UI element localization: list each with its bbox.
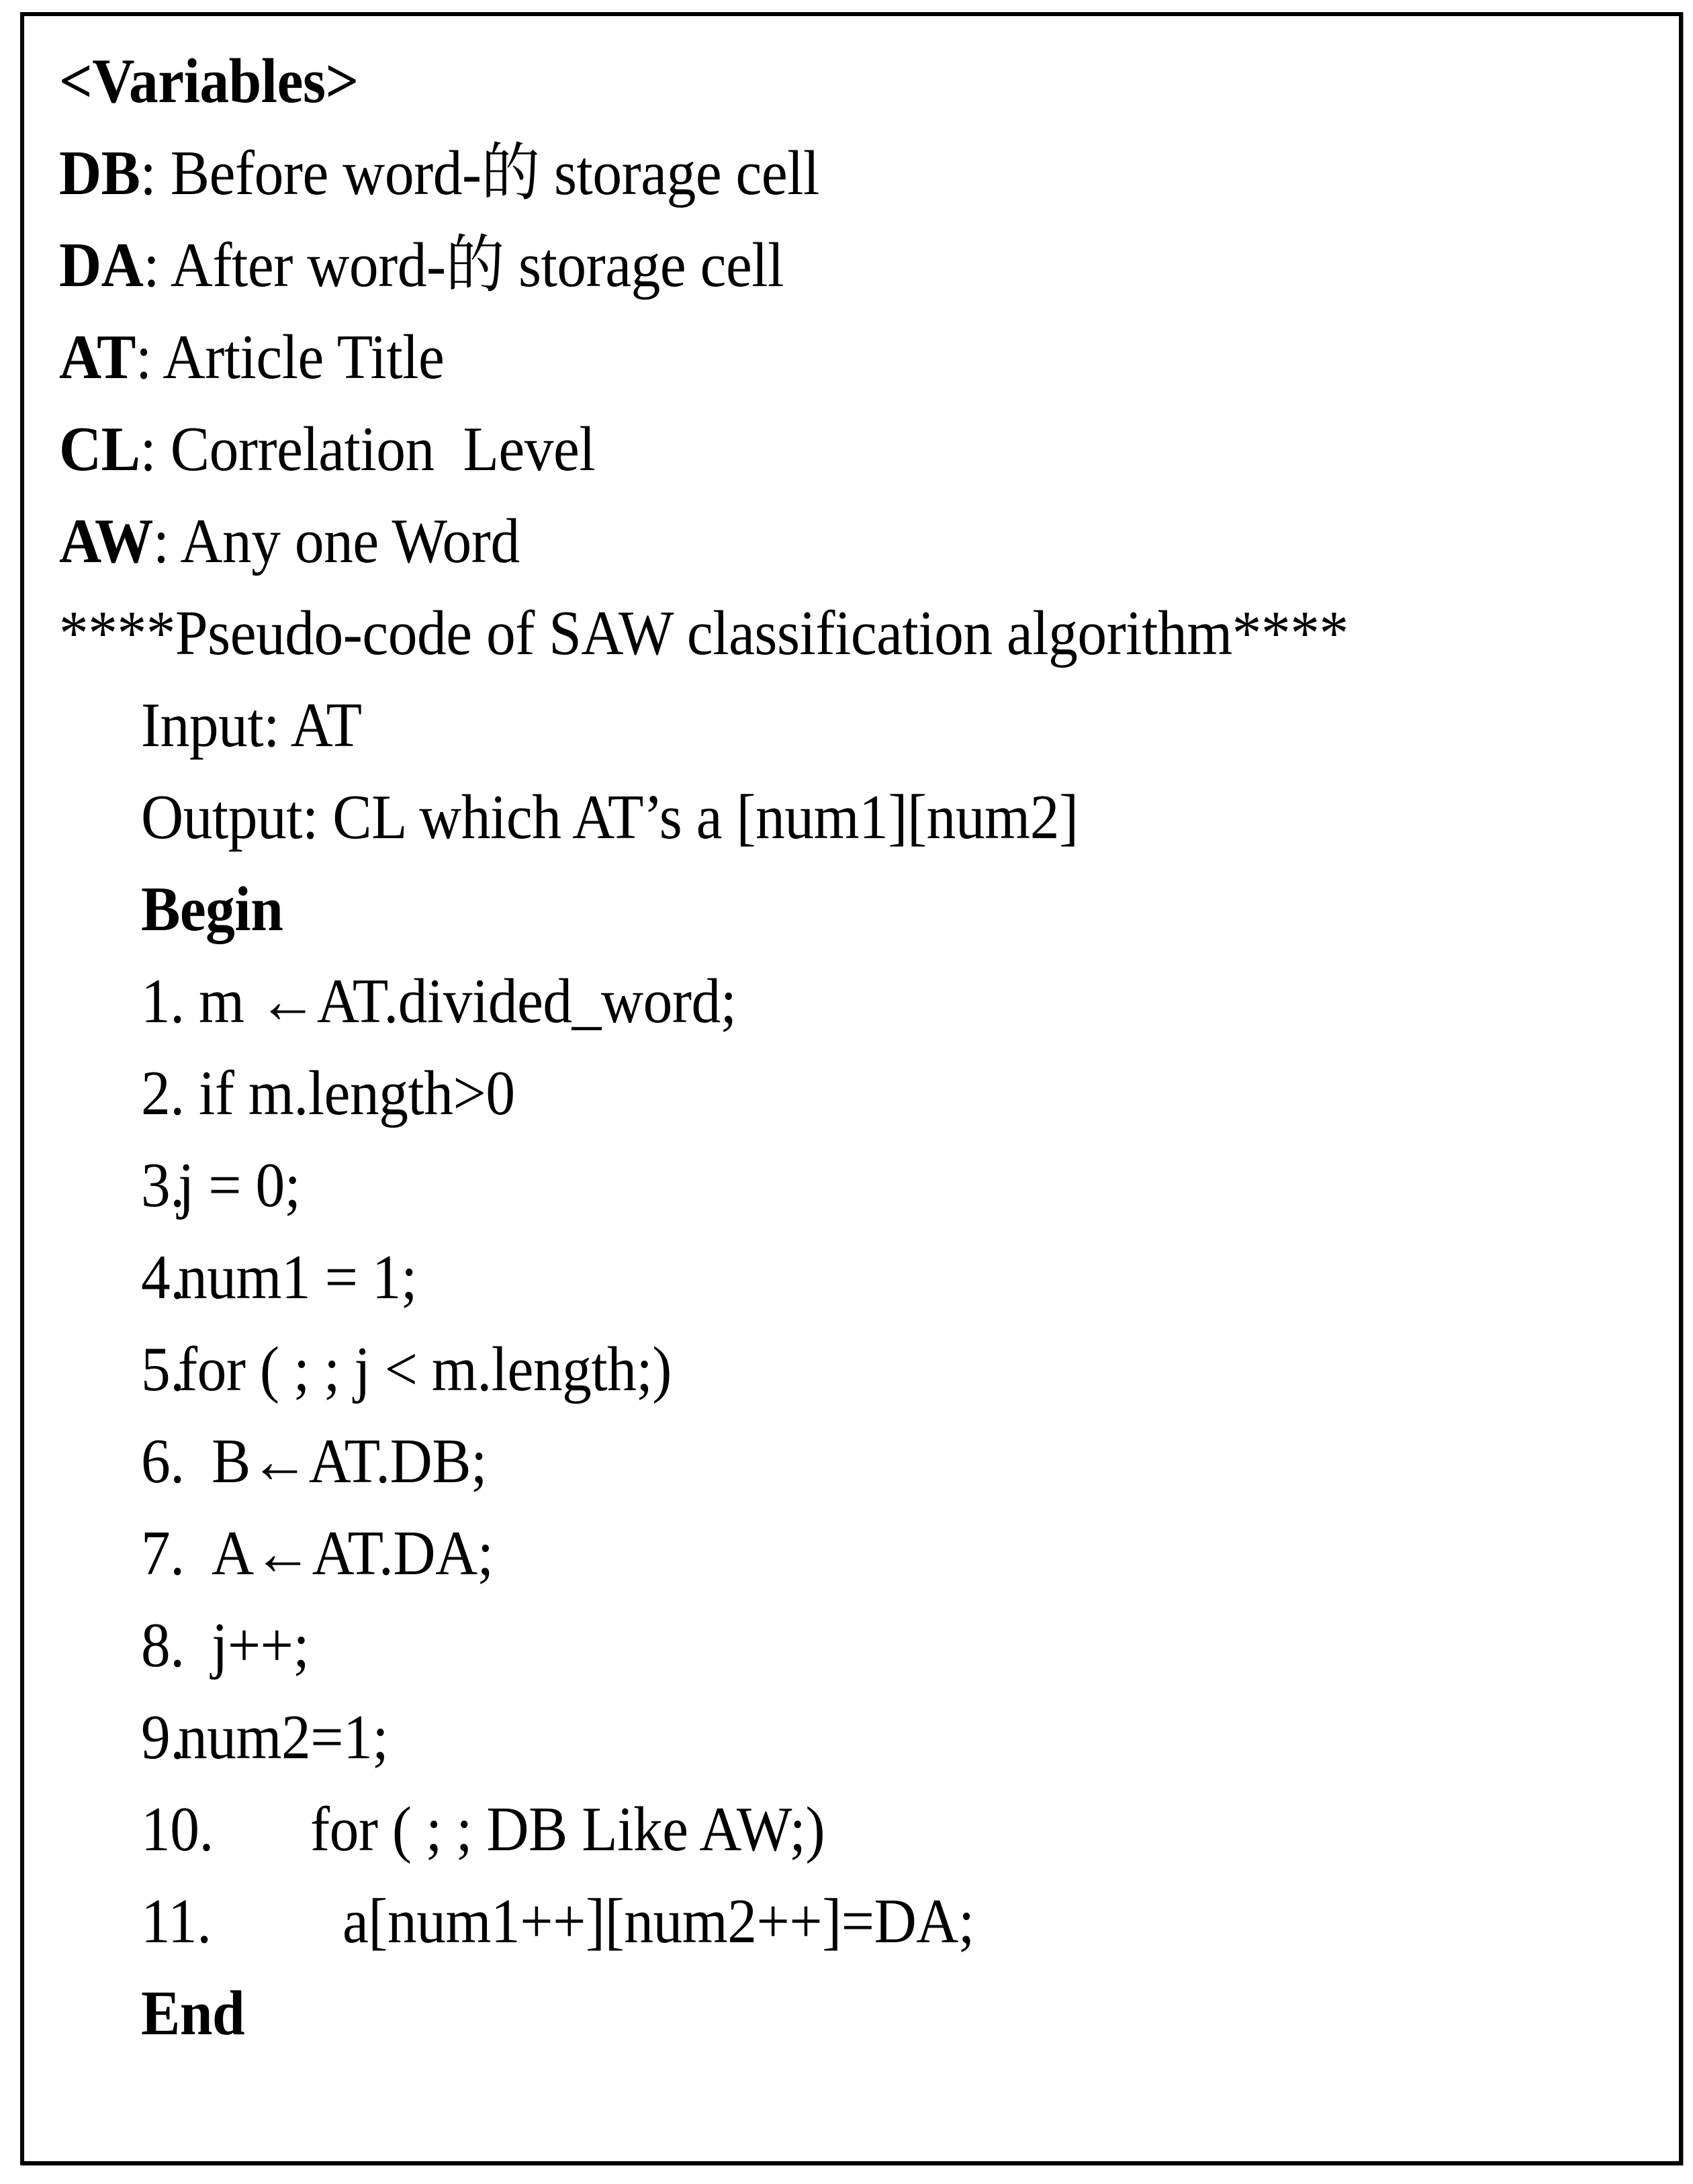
pseudocode-title: ****Pseudo-code of SAW classification algorithm**** bbox=[59, 598, 1348, 668]
step-number-7: 7. bbox=[141, 1518, 185, 1588]
pseudocode-output: Output: CL which AT’s a [num1][num2] bbox=[141, 782, 1079, 852]
variable-key: AT bbox=[59, 322, 136, 392]
variable-desc: Correlation Level bbox=[170, 414, 596, 484]
variable-cl bbox=[59, 414, 596, 484]
step-number-10: 10. bbox=[141, 1794, 214, 1864]
code-step-9: num2=1; bbox=[178, 1702, 389, 1772]
code-step-11: a[num1++][num2++]=DA; bbox=[342, 1886, 974, 1956]
step-number-9: 9. bbox=[141, 1702, 185, 1772]
code-step-3: j = 0; bbox=[178, 1150, 301, 1220]
pseudocode-begin: Begin bbox=[141, 874, 283, 944]
code-step-2: 2. if m.length>0 bbox=[141, 1058, 515, 1128]
variable-sep: : bbox=[140, 138, 171, 208]
variable-key: CL bbox=[59, 414, 140, 484]
variable-sep: : bbox=[152, 506, 181, 576]
variable-sep: : bbox=[140, 414, 171, 484]
step-number-11: 11. bbox=[141, 1886, 212, 1956]
code-step-5: for ( ; ; j < m.length;) bbox=[178, 1334, 672, 1404]
code-step-4: num1 = 1; bbox=[178, 1242, 417, 1312]
variable-da bbox=[59, 230, 784, 300]
variable-desc: Before word-的 storage cell bbox=[170, 138, 819, 208]
variable-desc: After word-的 storage cell bbox=[170, 230, 784, 300]
step-number-8: 8. bbox=[141, 1610, 185, 1680]
variable-desc: Any one Word bbox=[180, 506, 520, 576]
variable-aw bbox=[59, 506, 520, 576]
variable-key: DA bbox=[59, 230, 144, 300]
step-number-3: 3. bbox=[141, 1150, 185, 1220]
code-step-10: for ( ; ; DB Like AW;) bbox=[310, 1794, 825, 1864]
code-step-8: j++; bbox=[212, 1610, 310, 1680]
pseudocode-box bbox=[20, 12, 1683, 2165]
step-number-4: 4. bbox=[141, 1242, 185, 1312]
variable-key: DB bbox=[59, 138, 140, 208]
code-step-1: 1. m ←AT.divided_word; bbox=[141, 966, 737, 1036]
code-step-6: B←AT.DB; bbox=[212, 1426, 487, 1496]
pseudocode-end: End bbox=[141, 1978, 245, 2048]
code-step-7: A←AT.DA; bbox=[212, 1518, 494, 1588]
pseudocode-input: Input: AT bbox=[141, 690, 362, 760]
step-number-6: 6. bbox=[141, 1426, 185, 1496]
variable-db bbox=[59, 138, 819, 208]
variables-heading: <Variables> bbox=[59, 46, 359, 116]
variable-key: AW bbox=[59, 506, 153, 576]
variable-sep: : bbox=[136, 322, 163, 392]
step-number-5: 5. bbox=[141, 1334, 185, 1404]
variable-desc: Article Title bbox=[163, 322, 445, 392]
variable-sep: : bbox=[143, 230, 171, 300]
variable-at bbox=[59, 322, 445, 392]
